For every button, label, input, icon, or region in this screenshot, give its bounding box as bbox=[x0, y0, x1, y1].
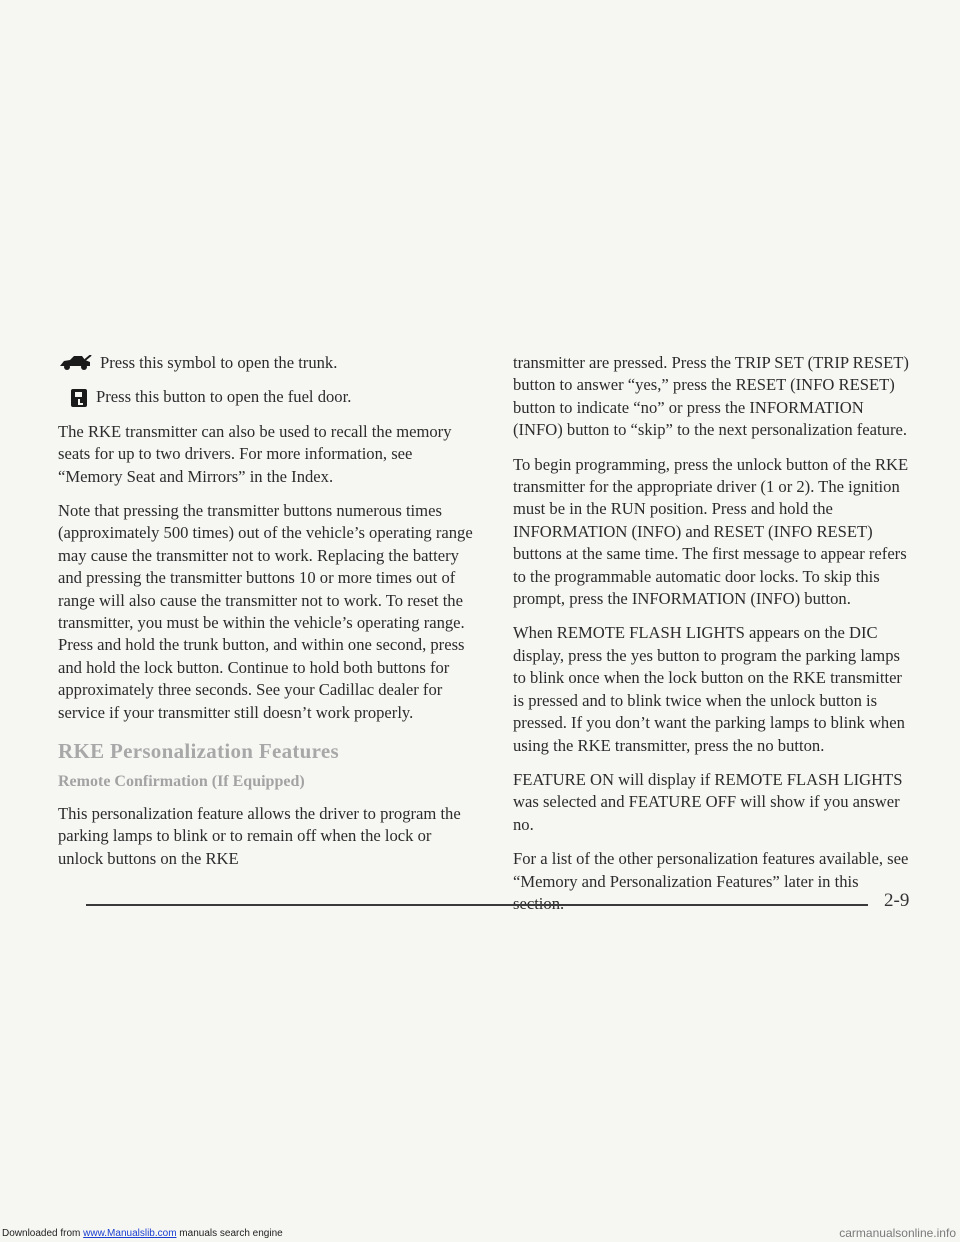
memory-paragraph: The RKE transmitter can also be used to recall the memory seats for up to two drivers. For more information, see “Memory Seat and Mirrors” in the Index. bbox=[58, 421, 452, 486]
download-prefix: Downloaded from bbox=[2, 1228, 84, 1239]
note-paragraph: Note that pressing the transmitter buttons numerous times (approximately 500 times) out of the vehicle’s operating range may cause the transmitter not to work. Replacing the battery and pressing the transmitter buttons 10 or more times out of range will also cause the transmitter not to work. To reset the transmitter, you must be within the vehicle’s operating range. Press and hold the trunk button, and within one second, press and hold the lock button. Continue to hold both buttons for approximately three seconds. See your Cadillac dealer for service if your transmitter still doesn’t work properly. bbox=[58, 501, 473, 722]
trunk-instruction bbox=[58, 352, 478, 374]
watermark: carmanualsonline.info bbox=[839, 1226, 956, 1240]
continued-paragraph: transmitter are pressed. Press the TRIP SET (TRIP RESET) button to answer “yes,” press the RESET (INFO RESET) button to indicate “no” or press the INFORMATION (INFO) button to “skip” to the next personalization feature. bbox=[513, 353, 909, 440]
begin-programming-paragraph: To begin programming, press the unlock button of the RKE transmitter for the appropriate driver (1 or 2). The ignition must be in the RUN position. Press and hold the INFORMATION (INFO) and RESET (INFO RESET) buttons at the same time. The first message to appear refers to the programmable automatic door locks. To skip this prompt, press the INFORMATION (INFO) button. bbox=[513, 454, 909, 609]
page-number: 2-9 bbox=[884, 890, 910, 911]
download-suffix: manuals search engine bbox=[176, 1228, 283, 1239]
fuel-door-icon bbox=[70, 388, 88, 408]
footer-divider bbox=[86, 904, 868, 906]
download-note bbox=[2, 1228, 283, 1239]
car-trunk-icon bbox=[58, 355, 92, 371]
manualslib-link[interactable]: www.Manualslib.com bbox=[83, 1228, 177, 1239]
subsection-heading: Remote Confirmation (If Equipped) bbox=[58, 772, 305, 790]
fuel-instruction-text: Press this button to open the fuel door. bbox=[96, 387, 352, 407]
section-heading: RKE Personalization Features bbox=[58, 739, 339, 764]
fuel-instruction bbox=[58, 386, 478, 408]
remote-flash-paragraph: When REMOTE FLASH LIGHTS appears on the DIC display, press the yes button to program the parking lamps to blink once when the lock button on the RKE transmitter is pressed and to blink twice when the unlock button is pressed. If you don’t want the parking lamps to blink when using the RKE transmitter, press the no button. bbox=[513, 623, 905, 755]
right-column bbox=[513, 352, 909, 927]
left-column bbox=[58, 352, 478, 882]
trunk-instruction-text: Press this symbol to open the trunk. bbox=[100, 353, 338, 372]
feature-on-paragraph: FEATURE ON will display if REMOTE FLASH LIGHTS was selected and FEATURE OFF will show if you answer no. bbox=[513, 769, 903, 834]
feature-paragraph: This personalization feature allows the driver to program the parking lamps to blink or to remain off when the lock or unlock buttons on the RKE bbox=[58, 803, 461, 868]
feature-list-paragraph: For a list of the other personalization features available, see “Memory and Personalization Features” later in this section. bbox=[513, 849, 909, 913]
